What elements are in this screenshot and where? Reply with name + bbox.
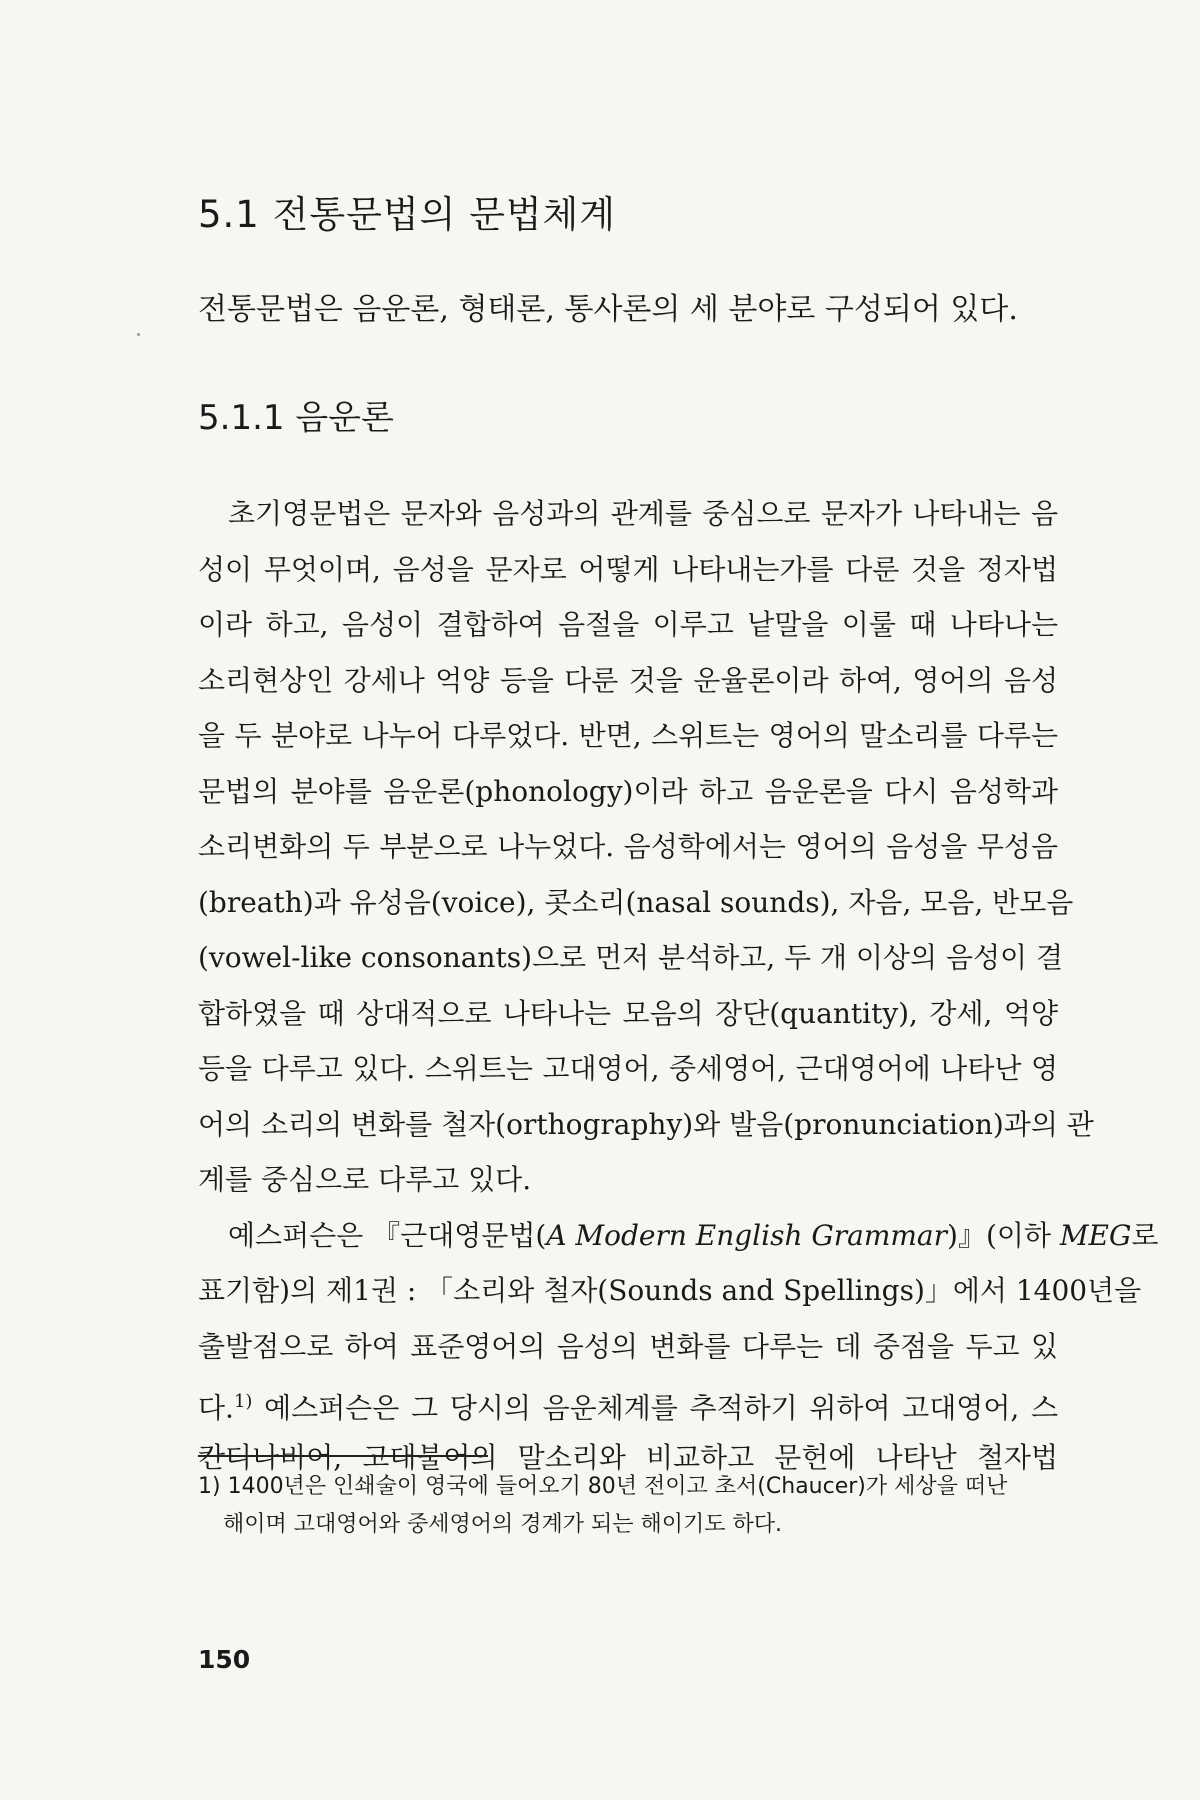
body-line: 을 두 분야로 나누어 다루었다. 반면, 스위트는 영어의 말소리를 다루는 [198,719,1058,752]
scan-speck [137,333,140,336]
text-span: 예스퍼슨은 『근대영문법( [228,1218,547,1252]
paragraph2-line [198,1374,1058,1430]
body-line: (vowel-like consonants)으로 먼저 분석하고, 두 개 이상의 음성이 결 [198,941,1064,974]
footnote-marker[interactable]: 1) [233,1391,253,1412]
footnote-line: 해이며 고대영어와 중세영어의 경계가 되는 해이기도 하다. [223,1512,783,1537]
body-line: 등을 다루고 있다. 스위트는 고대영어, 중세영어, 근대영어에 나타난 영 [198,1052,1058,1085]
footnote-line: 1) 1400년은 인쇄술이 영국에 들어오기 80년 전이고 초서(Chaucer)가 세상을 떠난 [198,1474,1008,1499]
paragraph2-line: 출발점으로 하여 표준영어의 음성의 변화를 다루는 데 중점을 두고 있 [198,1329,1058,1363]
footnote [198,1468,1058,1544]
text-span: )』(이하 [947,1218,1060,1252]
body-line: 이라 하고, 음성이 결합하여 음절을 이루고 낱말을 이룰 때 나타나는 [198,608,1058,641]
body-line: 성이 무엇이며, 음성을 문자로 어떻게 나타내는가를 다룬 것을 정자법 [198,552,1058,586]
book-abbreviation: MEG [1059,1218,1132,1252]
text-span: 로 [1131,1218,1159,1252]
body-line: 소리현상인 강세나 억양 등을 다룬 것을 운율론이라 하여, 영어의 음성 [198,663,1058,697]
section-heading: 5.1 전통문법의 문법체계 [198,193,617,236]
body-line: (breath)과 유성음(voice), 콧소리(nasal sounds), 자음, 모음, 반모음 [198,885,1074,919]
subsection-heading: 5.1.1 음운론 [198,398,394,438]
paragraph2-line: 표기함)의 제1권 : 「소리와 철자(Sounds and Spellings)」에서 1400년을 [198,1274,1142,1307]
book-title: A Modern English Grammar [546,1218,948,1252]
body-line: 어의 소리의 변화를 철자(orthography)와 발음(pronunciation)과의 관 [198,1107,1094,1141]
section-intro: 전통문법은 음운론, 형태론, 통사론의 세 분야로 구성되어 있다. [198,292,1018,327]
body-line: 합하였을 때 상대적으로 나타나는 모음의 장단(quantity), 강세, 억양 [198,996,1058,1030]
page-number: 150 [198,1645,251,1674]
body-line: 소리변화의 두 부분으로 나누었다. 음성학에서는 영어의 음성을 무성음 [198,830,1058,863]
body-line: 문법의 분야를 음운론(phonology)이라 하고 음운론을 다시 음성학과 [198,774,1058,808]
paragraph2-line: 칸디나비어, 고대불어의 말소리와 비교하고 문헌에 나타난 철자법 [198,1440,1058,1474]
footnote-divider [198,1455,488,1457]
body-line: 초기영문법은 문자와 음성과의 관계를 중심으로 문자가 나타내는 음 [228,497,1058,530]
body-text [198,486,1159,1485]
body-line: 계를 중심으로 다루고 있다. [198,1163,532,1196]
paragraph2-line [198,1208,1159,1264]
text-span: 예스퍼슨은 그 당시의 음운체계를 추적하기 위하여 고대영어, 스 [252,1391,1058,1425]
text-span: 다. [198,1391,234,1425]
